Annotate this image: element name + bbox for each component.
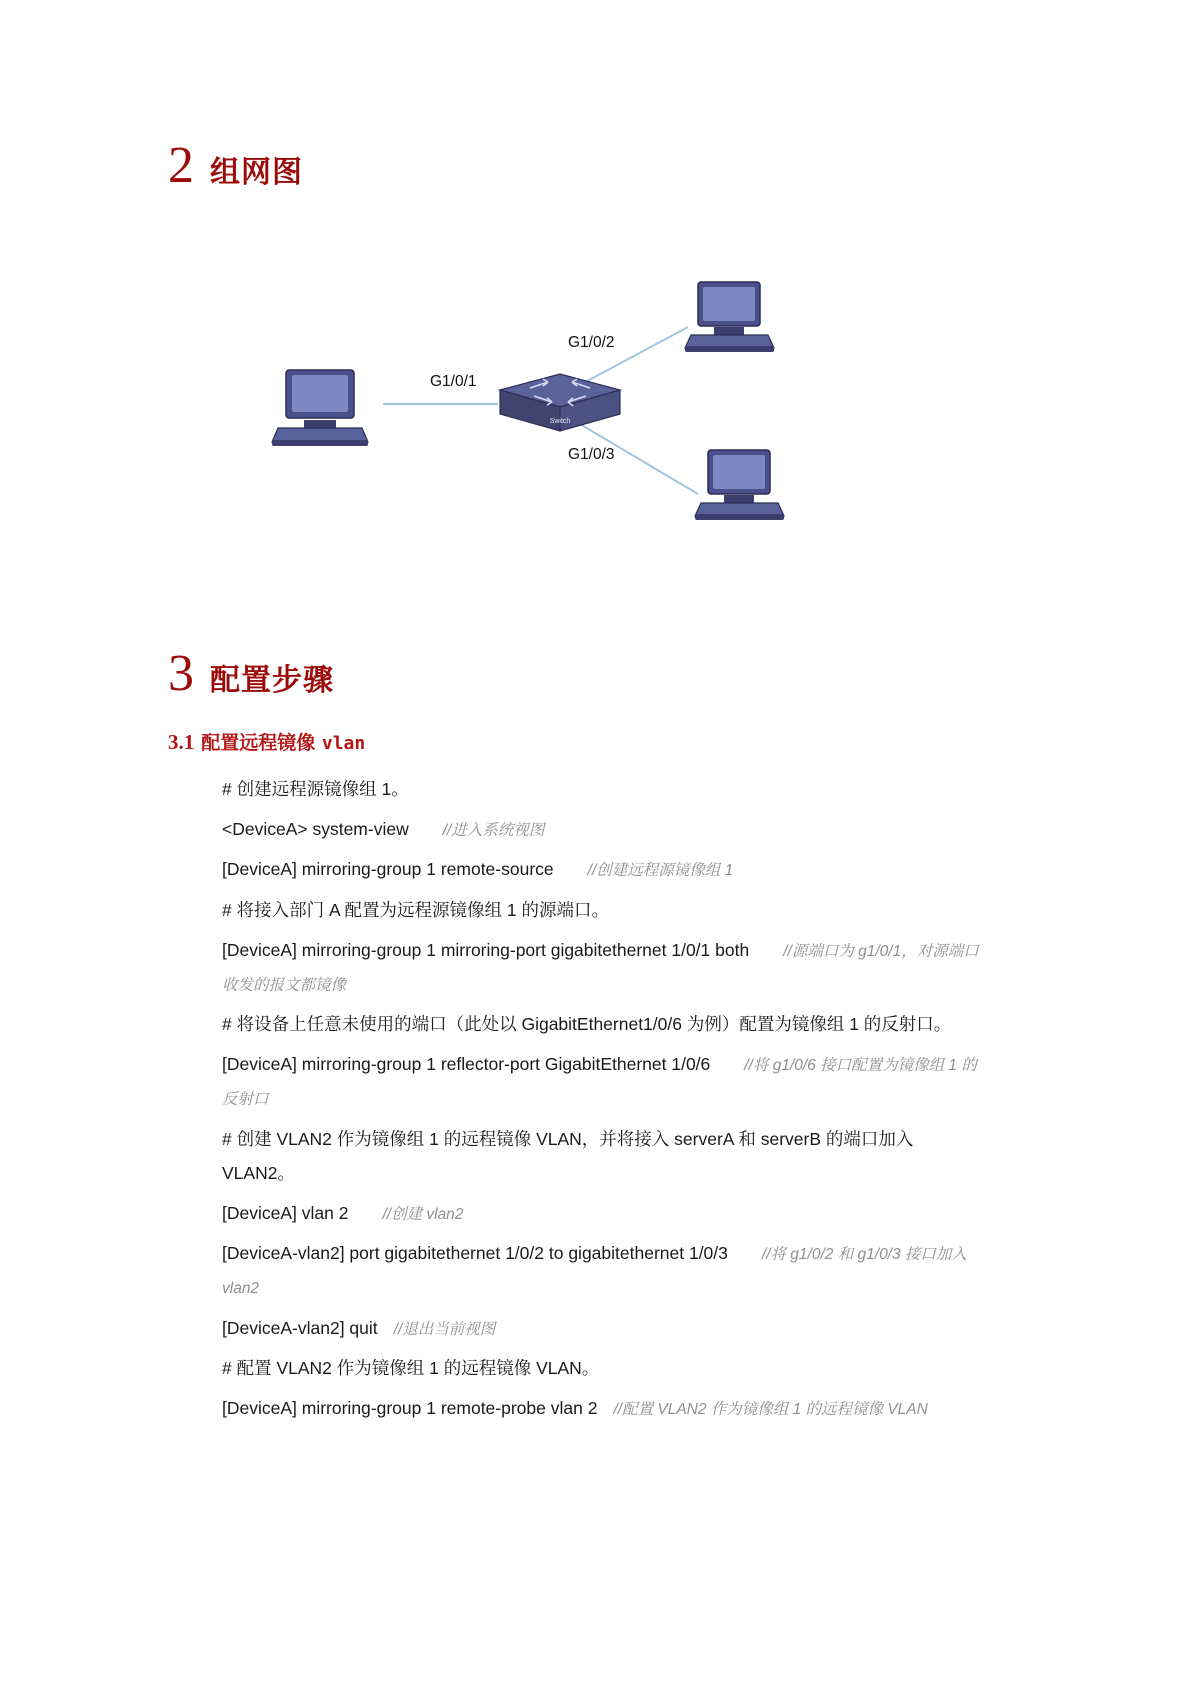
config-line-text: # 创建 VLAN2 作为镜像组 1 的远程镜像 VLAN，并将接入 serverA 和 serverB 的端口加入 VLAN2。 xyxy=(222,1128,914,1183)
link-label-g1-0-3: G1/0/3 xyxy=(568,446,615,463)
config-line xyxy=(222,1236,982,1304)
switch-icon xyxy=(500,374,620,431)
config-line xyxy=(222,1196,982,1230)
config-line xyxy=(222,772,982,806)
config-line-text: [DeviceA] mirroring-group 1 remote-probe vlan 2 xyxy=(222,1397,598,1418)
heading-3-1-title-mono: vlan xyxy=(321,733,366,754)
config-line-comment: //退出当前视图 xyxy=(393,1320,496,1338)
config-line xyxy=(222,1007,982,1041)
config-line-text: [DeviceA] vlan 2 xyxy=(222,1202,349,1223)
heading-3-number: 3 xyxy=(168,645,194,702)
link-label-g1-0-1: G1/0/1 xyxy=(430,373,477,390)
config-line xyxy=(222,893,982,927)
heading-section-3-1 xyxy=(168,728,365,755)
config-line-text: # 将设备上任意未使用的端口（此处以 GigabitEthernet1/0/6 为例）配置为镜像组 1 的反射口。 xyxy=(222,1014,952,1035)
config-line-comment: //将 g1/0/2 和 g1/0/3 接口加入 vlan2 xyxy=(222,1246,967,1298)
config-line xyxy=(222,1122,982,1190)
network-topology-diagram xyxy=(168,262,1028,562)
config-line xyxy=(222,1391,982,1425)
heading-2-title: 组网图 xyxy=(210,155,303,190)
heading-2-number: 2 xyxy=(168,137,194,194)
config-line-text: # 配置 VLAN2 作为镜像组 1 的远程镜像 VLAN。 xyxy=(222,1357,600,1378)
svg-text:Switch: Switch xyxy=(549,418,571,425)
pc-icon-top-right xyxy=(685,282,774,352)
config-line-text: [DeviceA-vlan2] quit xyxy=(222,1317,378,1338)
configuration-steps-body xyxy=(222,772,982,1431)
topology-svg xyxy=(168,262,1028,562)
heading-3-1-title-cn: 配置远程镜像 xyxy=(201,732,322,754)
config-line-text: # 创建远程源镜像组 1。 xyxy=(222,779,409,799)
config-line-comment: //配置 VLAN2 作为镜像组 1 的远程镜像 VLAN xyxy=(613,1400,928,1418)
config-line-text: [DeviceA-vlan2] port gigabitethernet 1/0/2 to gigabitethernet 1/0/3 xyxy=(222,1243,728,1264)
config-line-text: <DeviceA> system-view xyxy=(222,819,409,840)
config-line-text: [DeviceA] mirroring-group 1 remote-source xyxy=(222,859,554,880)
config-line xyxy=(222,933,982,1001)
config-line-comment: //进入系统视图 xyxy=(442,822,545,840)
config-line xyxy=(222,1351,982,1385)
config-line-comment: //创建远程源镜像组 1 xyxy=(587,862,734,880)
config-line xyxy=(222,1311,982,1345)
heading-3-title: 配置步骤 xyxy=(210,663,334,698)
link-label-g1-0-2: G1/0/2 xyxy=(568,334,615,351)
config-line-comment: //源端口为 g1/0/1，对源端口收发的报文都镜像 xyxy=(222,942,979,994)
config-line-comment: //将 g1/0/6 接口配置为镜像组 1 的反射口 xyxy=(222,1057,977,1109)
config-line xyxy=(222,852,982,886)
pc-icon-bottom-right xyxy=(695,450,784,520)
heading-3-1-number: 3.1 xyxy=(168,730,195,754)
heading-3-1-title xyxy=(201,728,365,755)
config-line xyxy=(222,1047,982,1115)
heading-section-3 xyxy=(168,645,334,702)
config-line-text: [DeviceA] mirroring-group 1 reflector-port GigabitEthernet 1/0/6 xyxy=(222,1054,711,1075)
pc-icon-left xyxy=(272,370,368,446)
config-line-text: # 将接入部门 A 配置为远程源镜像组 1 的源端口。 xyxy=(222,899,609,920)
heading-section-2 xyxy=(168,137,303,194)
config-line xyxy=(222,812,982,846)
config-line-comment: //创建 vlan2 xyxy=(382,1205,464,1223)
config-line-text: [DeviceA] mirroring-group 1 mirroring-port gigabitethernet 1/0/1 both xyxy=(222,939,750,960)
